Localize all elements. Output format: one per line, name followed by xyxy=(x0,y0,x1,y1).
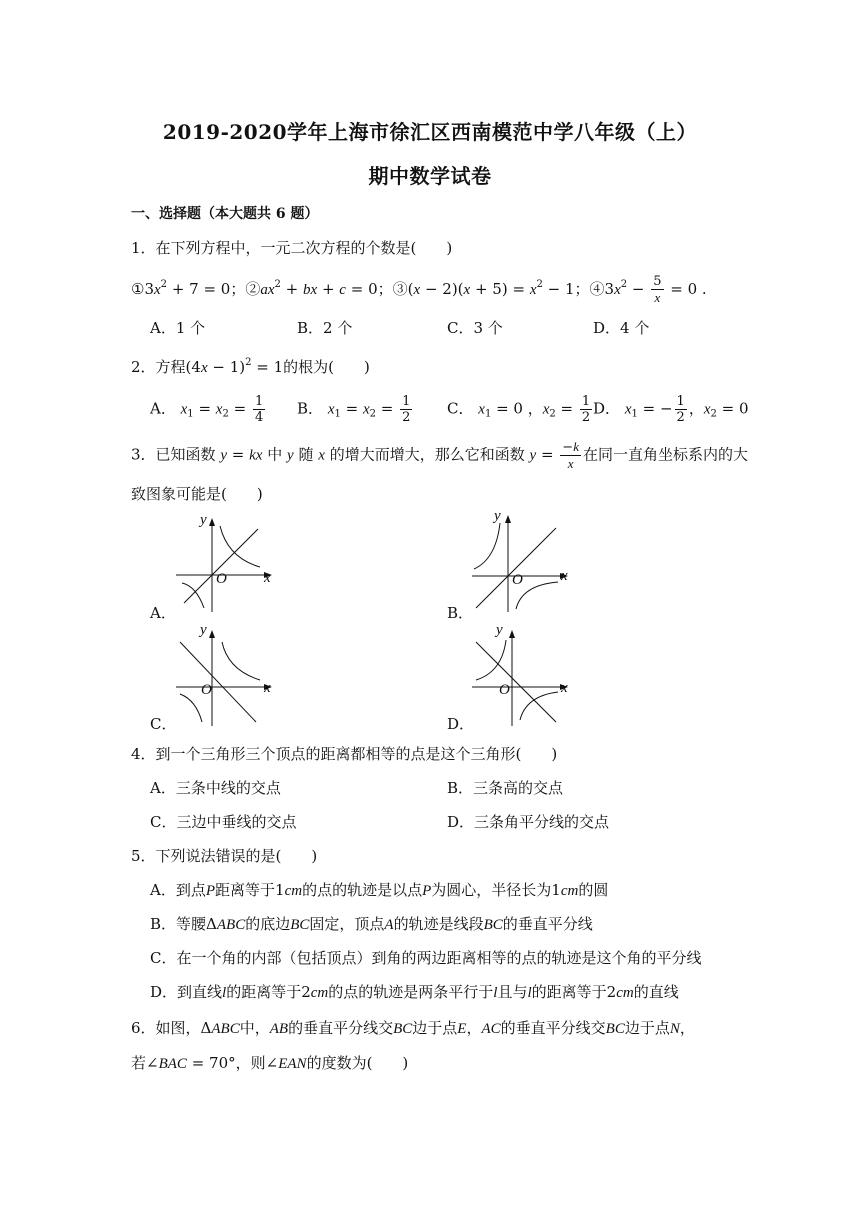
graph-b xyxy=(468,505,578,613)
question-4-option-a[interactable]: A．三条中线的交点 xyxy=(150,779,281,797)
question-3-stem-line2: 致图象可能是( ) xyxy=(131,485,263,503)
question-2-option-a[interactable]: A． $x_1 = x_2$ = $\frac{1}{4}$ xyxy=(150,394,264,425)
graph-a-y-label: y xyxy=(200,512,207,528)
question-1-stem: 1．在下列方程中，一元二次方程的个数是( ) xyxy=(131,239,453,257)
question-5-option-c[interactable]: C．在一个角的内部（包括顶点）到角的两边距离相等的点的轨迹是这个角的平分线 xyxy=(150,949,702,967)
question-1-option-c[interactable]: C．3 个 xyxy=(447,319,503,337)
question-6-stem: 6．如图，ΔABC中，AB的垂直平分线交BC边于点E，AC的垂直平分线交BC边于点N， xyxy=(131,1019,695,1037)
hyperbola-branch-q2 xyxy=(474,523,500,569)
graph-c-y-label: y xyxy=(200,622,207,638)
question-2-stem: 2．方程$(4x - 1)^2 = 1$的根为( ) xyxy=(131,357,370,376)
question-1-option-b[interactable]: B．2 个 xyxy=(297,319,353,337)
question-2-option-c[interactable]: C． $x_1 = 0$ ，$x_2$ = $\frac{1}{2}$ xyxy=(447,394,591,425)
graph-b-origin: O xyxy=(512,572,523,588)
graph-d xyxy=(468,620,578,728)
question-3-option-c[interactable]: C． xyxy=(150,715,177,733)
graph-b-y-label: y xyxy=(494,508,501,524)
graph-a xyxy=(172,508,282,613)
graph-d-y-label: y xyxy=(496,622,503,638)
exam-subtitle: 期中数学试卷 xyxy=(368,164,492,188)
hyperbola-branch-q4 xyxy=(520,692,558,720)
graph-d-x-label: x xyxy=(561,680,568,696)
y-axis-arrow xyxy=(209,518,215,526)
graph-a-x-label: x xyxy=(264,570,271,586)
hyperbola-branch-q3 xyxy=(180,694,202,722)
question-3-option-b[interactable]: B． xyxy=(447,604,474,622)
question-3-option-d[interactable]: D． xyxy=(447,715,475,733)
graph-c-x-label: x xyxy=(264,680,271,696)
y-axis-arrow xyxy=(509,630,515,638)
question-6-stem-line2: 若∠BAC = 70°，则∠EAN的度数为( ) xyxy=(131,1054,409,1072)
question-3-stem: 3．已知函数 y = kx 中 y 随 x 的增大而增大，那么它和函数 y = $\frac{-k}{x}$ 在同一直角坐标系内的大 xyxy=(131,439,748,471)
question-1-equations: $①3x^2 + 7 = 0$；$②ax^2$ + bx + c = 0；③(x − $2)(x + 5) = x^2 - 1$；$④3x^2$ − $\frac{5}{x}$ = 0 . xyxy=(131,274,707,305)
question-1-option-a[interactable]: A．1 个 xyxy=(150,319,206,337)
question-3-option-a[interactable]: A． xyxy=(150,604,176,622)
question-2-option-d[interactable]: D． $x_1$ = − $\frac{1}{2}$ ，$x_2 = 0$ xyxy=(593,394,749,425)
y-axis-arrow xyxy=(209,630,215,638)
graph-d-origin: O xyxy=(499,682,510,698)
question-2-option-b[interactable]: B． $x_1 = x_2$ = $\frac{1}{2}$ xyxy=(297,394,411,425)
graph-c-origin: O xyxy=(201,682,212,698)
section-heading: 一、选择题（本大题共 6 题） xyxy=(131,206,319,222)
question-4-option-d[interactable]: D．三条角平分线的交点 xyxy=(447,813,610,831)
question-5-option-d[interactable]: D．到直线l的距离等于2cm的点的轨迹是两条平行于l且与l的距离等于2cm的直线 xyxy=(150,983,679,1001)
question-5-option-a[interactable]: A．到点P距离等于1cm的点的轨迹是以点P为圆心，半径长为1cm的圆 xyxy=(150,881,609,899)
y-axis-arrow xyxy=(505,515,511,523)
question-5-option-b[interactable]: B．等腰ΔABC的底边BC固定，顶点A的轨迹是线段BC的垂直平分线 xyxy=(150,915,593,933)
exam-title: 2019-2020学年上海市徐汇区西南模范中学八年级（上） xyxy=(162,120,698,144)
question-4-option-c[interactable]: C．三边中垂线的交点 xyxy=(150,813,297,831)
question-4-option-b[interactable]: B．三条高的交点 xyxy=(447,779,564,797)
linear-graph xyxy=(476,642,556,722)
hyperbola-branch-q1 xyxy=(222,642,260,680)
graph-b-x-label: x xyxy=(561,568,568,584)
linear-graph xyxy=(180,642,256,722)
graph-c xyxy=(172,620,282,728)
question-1-option-d[interactable]: D．4 个 xyxy=(593,319,650,337)
graph-a-origin: O xyxy=(216,571,227,587)
question-5-stem: 5．下列说法错误的是( ) xyxy=(131,847,318,865)
linear-graph xyxy=(476,528,556,608)
question-4-stem: 4．到一个三角形三个顶点的距离都相等的点是这个三角形( ) xyxy=(131,745,558,763)
